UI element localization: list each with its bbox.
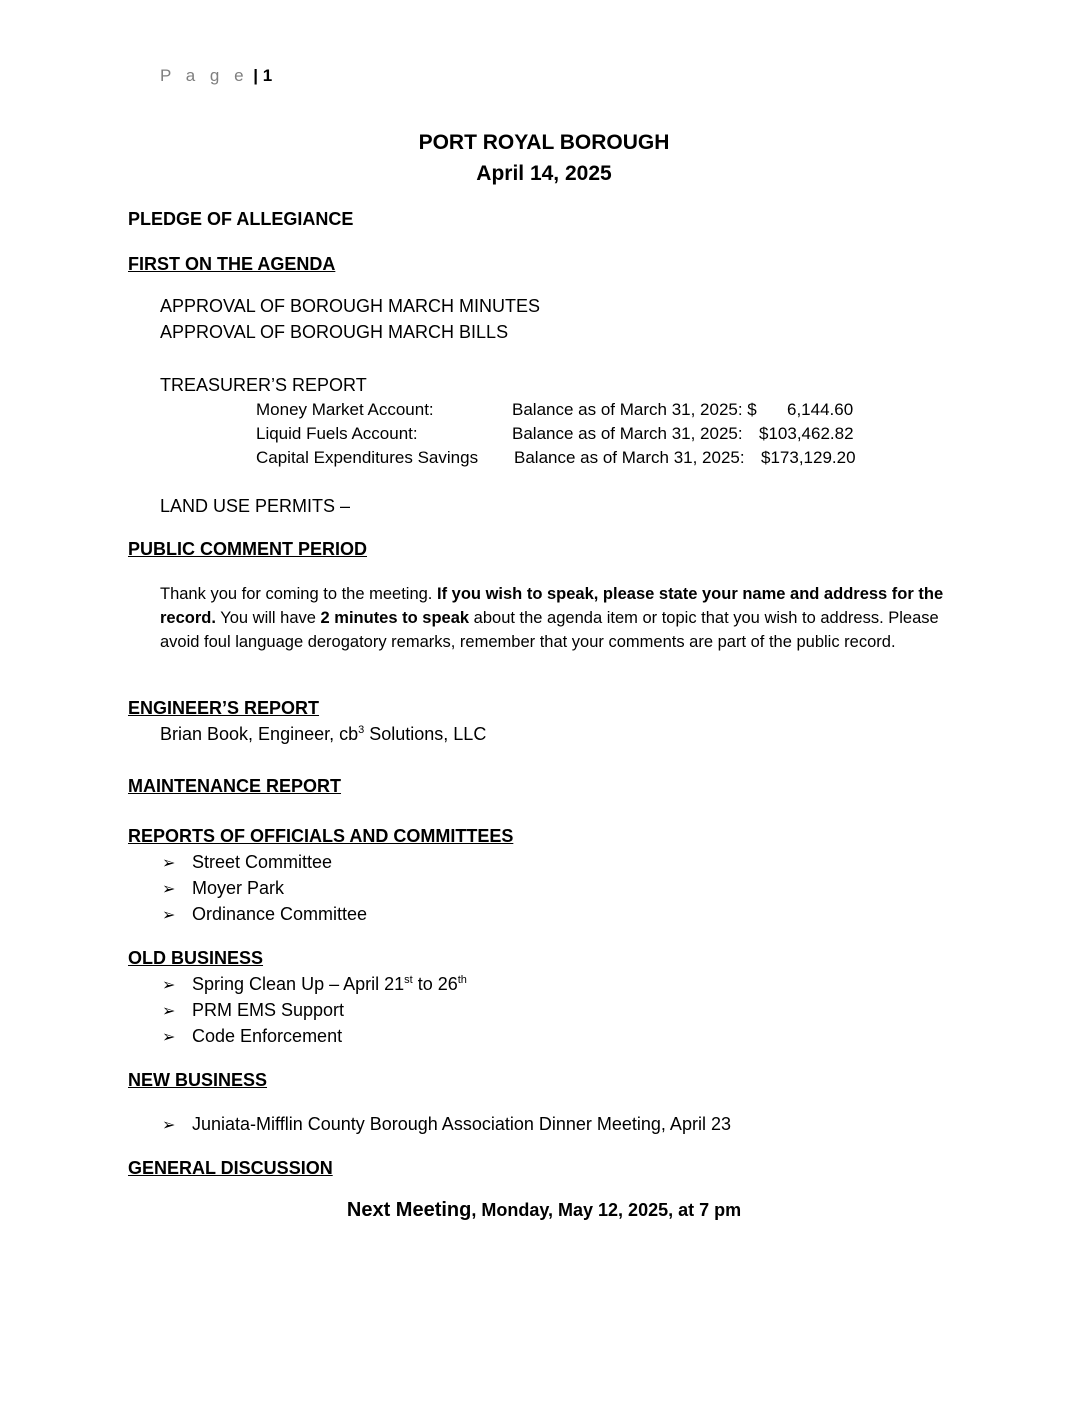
- list-item: [162, 1000, 344, 1021]
- list-item-label: Street Committee: [192, 852, 333, 872]
- arrow-bullet-icon: ➢: [162, 1029, 176, 1046]
- agenda-item: APPROVAL OF BOROUGH MARCH BILLS: [160, 322, 509, 342]
- treasurer-balance-label: Balance as of March 31, 2025:: [512, 424, 743, 443]
- public-comment-paragraph: [160, 582, 968, 654]
- treasurer-balance-label: Balance as of March 31, 2025: $: [512, 400, 757, 419]
- next-meeting-label: Next Meeting: [346, 1199, 472, 1221]
- treasurer-amount: $173,129.20: [761, 448, 856, 467]
- pledge-heading: PLEDGE OF ALLEGIANCE: [128, 209, 354, 229]
- list-item-label: Juniata-Mifflin County Borough Association Dinner Meeting, April 23: [192, 1114, 731, 1134]
- comment-text: Thank you for coming to the meeting.: [160, 585, 437, 603]
- list-item-label: Spring Clean Up – April 21: [192, 974, 405, 994]
- arrow-bullet-icon: ➢: [162, 855, 176, 872]
- list-item-label: Moyer Park: [192, 878, 285, 898]
- list-item: [162, 1114, 731, 1135]
- list-item: [162, 878, 284, 899]
- engineer-name: [160, 724, 486, 745]
- first-agenda-heading: FIRST ON THE AGENDA: [128, 254, 336, 274]
- list-item-label: Ordinance Committee: [192, 904, 368, 924]
- list-item: [162, 852, 332, 873]
- engineer-text: Brian Book, Engineer, cb: [160, 724, 359, 744]
- page-header: [160, 66, 272, 86]
- engineer-superscript: 3: [358, 724, 365, 736]
- page-number: 1: [262, 66, 273, 85]
- arrow-bullet-icon: ➢: [162, 881, 176, 898]
- engineer-heading: ENGINEER’S REPORT: [128, 698, 320, 718]
- treasurer-amount: 6,144.60: [787, 400, 854, 419]
- land-use-permits: LAND USE PERMITS –: [160, 496, 351, 516]
- comment-text-bold: 2 minutes to speak: [320, 609, 470, 627]
- new-business-heading: NEW BUSINESS: [128, 1070, 268, 1090]
- agenda-item: APPROVAL OF BOROUGH MARCH MINUTES: [160, 296, 541, 316]
- arrow-bullet-icon: ➢: [162, 907, 176, 924]
- comment-text: about the agenda item or topic that you wish to address. Please avoid foul language derogatory remarks, remember that your comments are part of the public record.: [160, 609, 939, 651]
- list-item: [162, 974, 467, 995]
- arrow-bullet-icon: ➢: [162, 977, 176, 994]
- arrow-bullet-icon: ➢: [162, 1003, 176, 1020]
- list-item-label: to 26: [412, 974, 458, 994]
- treasurer-account: Capital Expenditures Savings: [256, 448, 479, 467]
- treasurer-amount: $103,462.82: [759, 424, 854, 443]
- public-comment-heading: PUBLIC COMMENT PERIOD: [128, 539, 368, 559]
- document-date: April 14, 2025: [476, 162, 612, 185]
- officials-heading: REPORTS OF OFFICIALS AND COMMITTEES: [128, 826, 514, 846]
- next-meeting-details: , Monday, May 12, 2025, at 7 pm: [471, 1200, 742, 1220]
- document-title: PORT ROYAL BOROUGH: [418, 131, 670, 154]
- list-item: [162, 904, 367, 925]
- treasurer-balance-label: Balance as of March 31, 2025:: [514, 448, 745, 467]
- treasurer-account: Liquid Fuels Account:: [256, 424, 418, 443]
- engineer-text: Solutions, LLC: [364, 724, 487, 744]
- general-discussion-heading: GENERAL DISCUSSION: [128, 1158, 333, 1178]
- arrow-bullet-icon: ➢: [162, 1117, 176, 1134]
- page-separator: |: [248, 66, 263, 85]
- list-item-label: Code Enforcement: [192, 1026, 343, 1046]
- maintenance-heading: MAINTENANCE REPORT: [128, 776, 342, 796]
- next-meeting: [0, 1199, 1088, 1222]
- treasurer-heading: TREASURER’S REPORT: [160, 375, 367, 395]
- page-word: P a g e: [160, 66, 249, 85]
- comment-text: You will have: [215, 609, 321, 627]
- ordinal-superscript: th: [457, 974, 467, 986]
- comment-text-bold: If you wish to speak, please state your name and address for the record.: [160, 585, 944, 627]
- treasurer-account: Money Market Account:: [256, 400, 434, 419]
- ordinal-superscript: st: [404, 974, 413, 986]
- old-business-heading: OLD BUSINESS: [128, 948, 264, 968]
- list-item-label: PRM EMS Support: [192, 1000, 345, 1020]
- list-item: [162, 1026, 342, 1047]
